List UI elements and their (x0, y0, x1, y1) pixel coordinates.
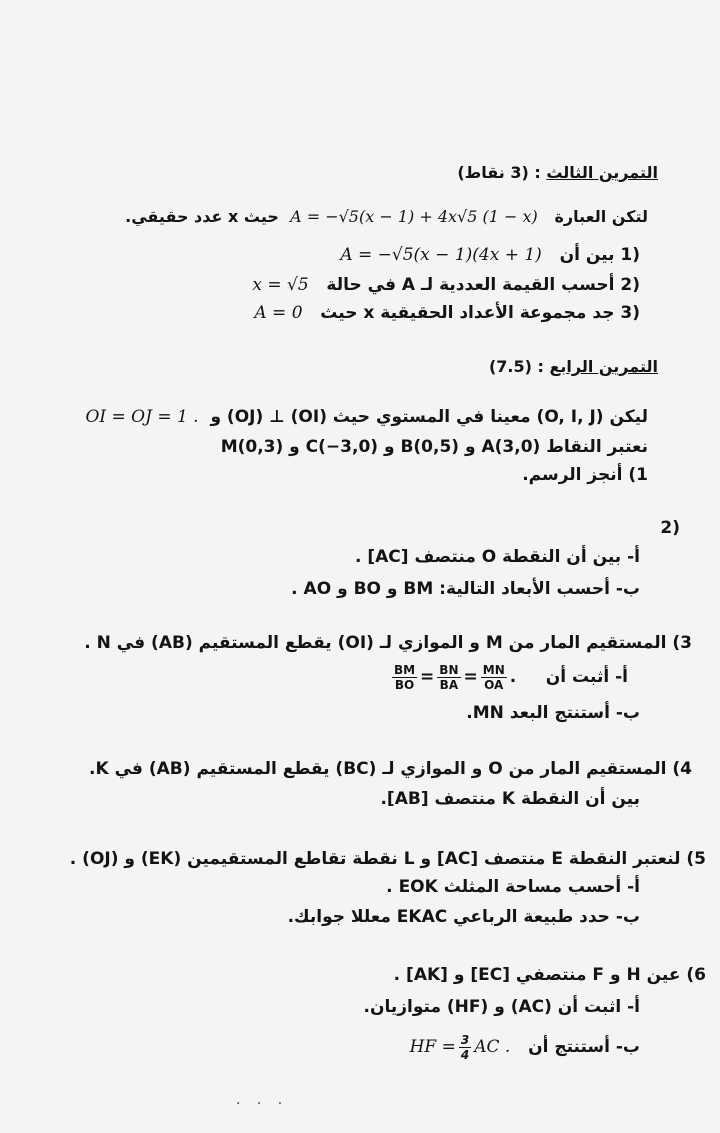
ratio-mn-oa-den: OA (484, 677, 504, 692)
ex4-part3b: ب- أستنتج البعد MN. (466, 703, 640, 723)
ex3-title-label: التمرين الثالث (546, 163, 658, 182)
ex4-line2: نعتبر النقاط A(3,0) و B(0,5) و C(−3,0) و M(0,3) (220, 437, 648, 457)
ex4-title (18, 354, 658, 380)
fraction-3-4-den: 4 (460, 1048, 470, 1062)
ex3-q2-text: (2 أحسب القيمة العددية لـ A في حالة (326, 275, 640, 295)
ex4-part2: (2 (660, 518, 680, 538)
hf-rhs: AC . (474, 1037, 511, 1057)
ex4-part6b-text: ب- أستنتج أن (528, 1037, 640, 1057)
ex3-intro-tail: حيث x عدد حقيقي. (125, 207, 279, 226)
ratio-mn-oa-num: MN (482, 662, 505, 677)
ex3-q3-text: (3 جد مجموعة الأعداد الحقيقية x حيث (320, 303, 640, 323)
ex3-intro-text: لتكن العبارة (554, 207, 648, 226)
ex4-part3a-text: أ- أثبت أن (545, 667, 628, 687)
ex3-intro (18, 204, 648, 230)
eq-sign-2: = (463, 667, 478, 687)
ratio-mn-oa (481, 663, 507, 692)
ratio-equation (389, 660, 516, 694)
ex4-line1 (18, 404, 648, 430)
ratio-bm-bo (392, 663, 417, 692)
ex4-part3a (18, 660, 628, 694)
ex4-part6: 6) عين H و F منتصفي [EC] و [AK] . (393, 965, 706, 985)
ex4-part2a: أ- بين أن النقطة O منتصف [AC] . (354, 547, 640, 567)
ex3-q3 (18, 300, 640, 326)
hf-equation (410, 1030, 511, 1064)
ex4-part4a: بين أن النقطة K منتصف [AB]. (380, 789, 640, 809)
ex4-line1-text: ليكن (O, I, J) معينا في المستوي حيث (OI) ⊥ (OJ) و (210, 407, 648, 427)
ratio-bm-bo-num: BM (393, 662, 416, 677)
fraction-3-4 (459, 1033, 471, 1062)
ex4-part3: 3) المستقيم المار من M و الموازي لـ (OI) يقطع المستقيم (AB) في N . (84, 633, 692, 653)
ex4-part1: 1) أنجز الرسم. (522, 465, 648, 485)
ex3-intro-math: A = −√5(x − 1) + 4x√5 (1 − x) (290, 207, 538, 226)
ex3-q1-text: (1 بين أن (559, 245, 640, 265)
ex3-q1-math: A = −√5(x − 1)(4x + 1) (340, 245, 542, 265)
ex3-q3-math: A = 0 (254, 303, 303, 323)
ex3-title (18, 160, 658, 186)
ratio-bn-ba-den: BA (439, 677, 459, 692)
ratio-period: . (509, 667, 517, 687)
ex4-part5: 5) لنعتبر النقطة E منتصف [AC] و L نقطة تقاطع المستقيمين (EK) و (OJ) . (69, 849, 706, 869)
ratio-bn-ba-num: BN (439, 662, 459, 677)
ex4-part2b: ب- أحسب الأبعاد التالية: BM و BO و AO . (291, 579, 640, 599)
eq-sign-1: = (420, 667, 435, 687)
ratio-bn-ba (437, 663, 460, 692)
ex4-part5a: أ- أحسب مساحة المثلث EOK . (386, 877, 640, 897)
ex3-q2-math: x = √5 (252, 275, 309, 295)
ex3-q2 (18, 272, 640, 298)
fraction-3-4-num: 3 (460, 1033, 470, 1047)
ratio-bm-bo-den: BO (394, 677, 415, 692)
ex4-part4: 4) المستقيم المار من O و الموازي لـ (BC) يقطع المستقيم (AB) في K. (89, 759, 692, 779)
ex4-part5b: ب- حدد طبيعة الرباعي EKAC معللا جوابك. (287, 907, 640, 927)
ex4-line1-math: OI = OJ = 1 . (85, 407, 199, 427)
ex4-part6a: أ- اثبت أن (AC) و (HF) متوازيان. (363, 997, 640, 1017)
hf-lhs: HF = (409, 1037, 456, 1057)
ex3-q1 (18, 242, 640, 268)
ex3-points: : (3 نقاط) (457, 163, 541, 182)
ex4-part6b (18, 1030, 640, 1064)
ex4-points: : (7.5) (488, 357, 544, 376)
ex4-title-label: التمرين الرابع (549, 357, 658, 376)
footer-dots: · · · (236, 1096, 289, 1112)
